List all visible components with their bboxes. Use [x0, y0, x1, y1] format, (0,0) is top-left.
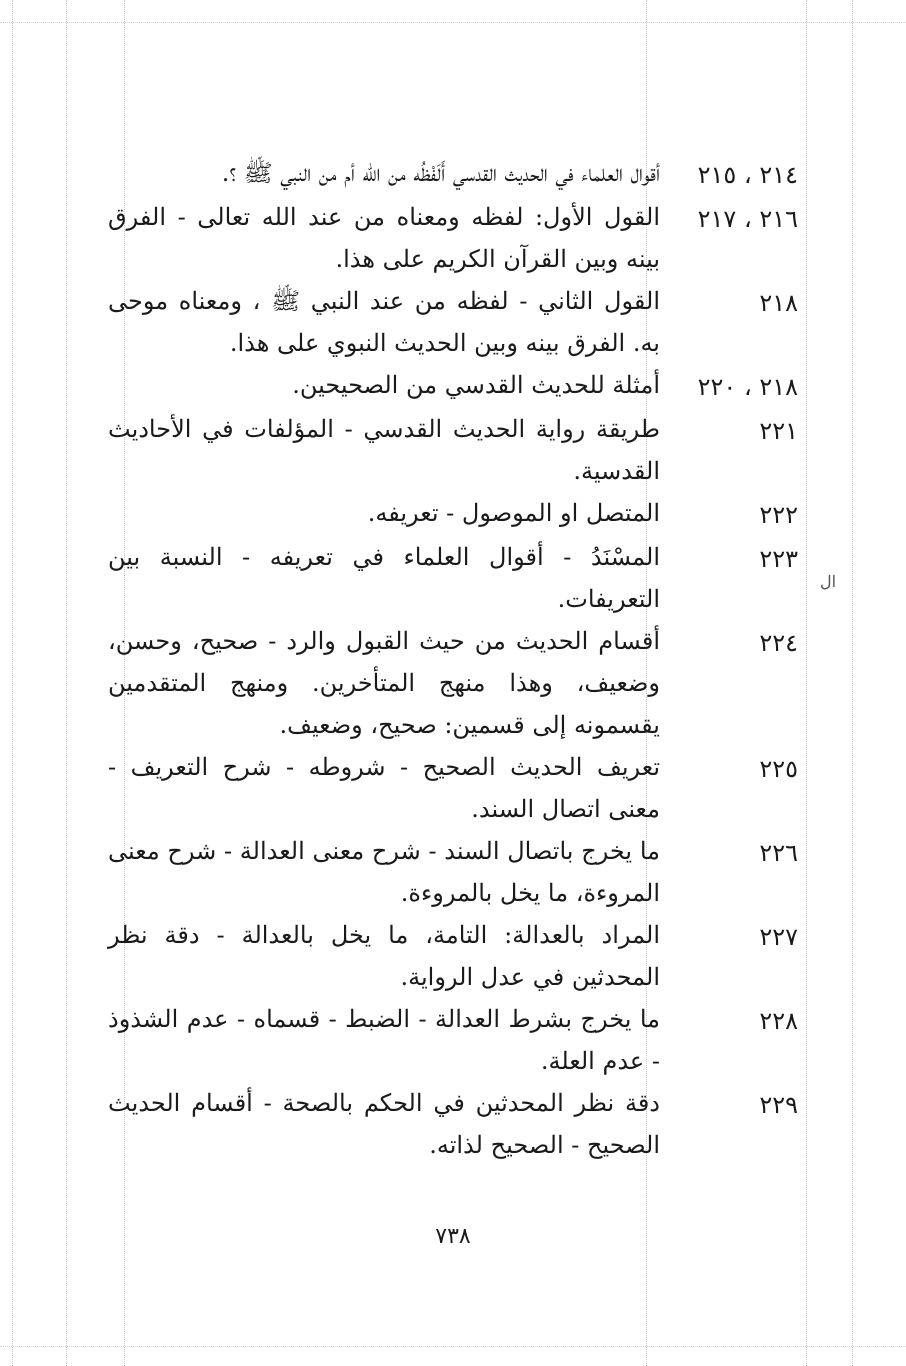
index-entry: [108, 280, 798, 364]
index-entry: [108, 196, 798, 280]
entry-text: أقسام الحديث من حيث القبول والرد - صحيح، وحسن، وضعيف، وهذا منهج المتأخرين. ومنهج المتقدمين يقسمونه إلى قسمين: صحيح، وضعيف.: [108, 627, 660, 739]
entry-pages: ٢٢٧: [759, 923, 798, 951]
entry-text: ما يخرج بشرط العدالة - الضبط - قسماه - عدم الشذوذ - عدم العلة.: [108, 1005, 660, 1075]
index-entry: [108, 492, 798, 536]
index-entry: [108, 364, 798, 408]
scan-guide-line: [0, 22, 906, 23]
entry-text: القول الثاني - لفظه من عند النبي ﷺ ، ومعناه موحى به. الفرق بينه وبين الحديث النبوي على هذا.: [108, 287, 660, 357]
scan-guide-line: [852, 0, 853, 1366]
index-entry: [108, 152, 798, 196]
index-entry: [108, 620, 798, 746]
entry-pages: ٢٢٩: [759, 1091, 798, 1119]
index-entry: [108, 998, 798, 1082]
index-entries: [108, 152, 798, 1166]
page-number: ٧٣٨: [435, 1224, 471, 1249]
entry-pages: ٢١٨ ، ٢٢٠: [697, 373, 798, 401]
entry-text: المراد بالعدالة: التامة، ما يخل بالعدالة - دقة نظر المحدثين في عدل الرواية.: [108, 921, 660, 991]
scan-guide-line: [12, 0, 13, 1366]
entry-pages: ٢١٦ ، ٢١٧: [697, 205, 798, 233]
entry-text: المتصل او الموصول - تعريفه.: [367, 499, 660, 527]
entry-text: ما يخرج باتصال السند - شرح معنى العدالة - شرح معنى المروءة، ما يخل بالمروءة.: [108, 837, 660, 907]
entry-pages: ٢٢٨: [759, 1007, 798, 1035]
entry-pages: ٢٢٥: [759, 755, 798, 783]
index-entry: [108, 1082, 798, 1166]
entry-pages: ٢٢٣: [759, 545, 798, 573]
entry-text: المسْنَدُ - أقوال العلماء في تعريفه - النسبة بين التعريفات.: [108, 543, 660, 613]
entry-pages: ٢٢٢: [759, 501, 798, 529]
index-entry: [108, 408, 798, 492]
entry-pages: ٢٢١: [759, 417, 798, 445]
index-entry: [108, 914, 798, 998]
scan-guide-line: [806, 0, 807, 1366]
index-entry: [108, 830, 798, 914]
index-entry: [108, 746, 798, 830]
entry-text: أقوال العلماء في الحديث القدسي أَلَفْظُه من الله أم من النبي ﷺ ؟.: [221, 159, 660, 187]
margin-note: ال: [820, 572, 837, 591]
index-entry: [108, 536, 798, 620]
entry-pages: ٢١٨: [759, 289, 798, 317]
entry-pages: ٢١٤ ، ٢١٥: [697, 161, 798, 189]
entry-text: أمثلة للحديث القدسي من الصحيحين.: [292, 371, 660, 399]
scan-guide-line: [0, 1346, 906, 1347]
entry-pages: ٢٢٦: [759, 839, 798, 867]
entry-text: القول الأول: لفظه ومعناه من عند الله تعالى - الفرق بينه وبين القرآن الكريم على هذا.: [108, 203, 660, 273]
entry-text: طريقة رواية الحديث القدسي - المؤلفات في الأحاديث القدسية.: [108, 415, 660, 485]
entry-text: تعريف الحديث الصحيح - شروطه - شرح التعريف - معنى اتصال السند.: [108, 753, 660, 823]
scan-guide-line: [66, 0, 67, 1366]
entry-pages: ٢٢٤: [759, 629, 798, 657]
entry-text: دقة نظر المحدثين في الحكم بالصحة - أقسام الحديث الصحيح - الصحيح لذاته.: [108, 1089, 660, 1159]
